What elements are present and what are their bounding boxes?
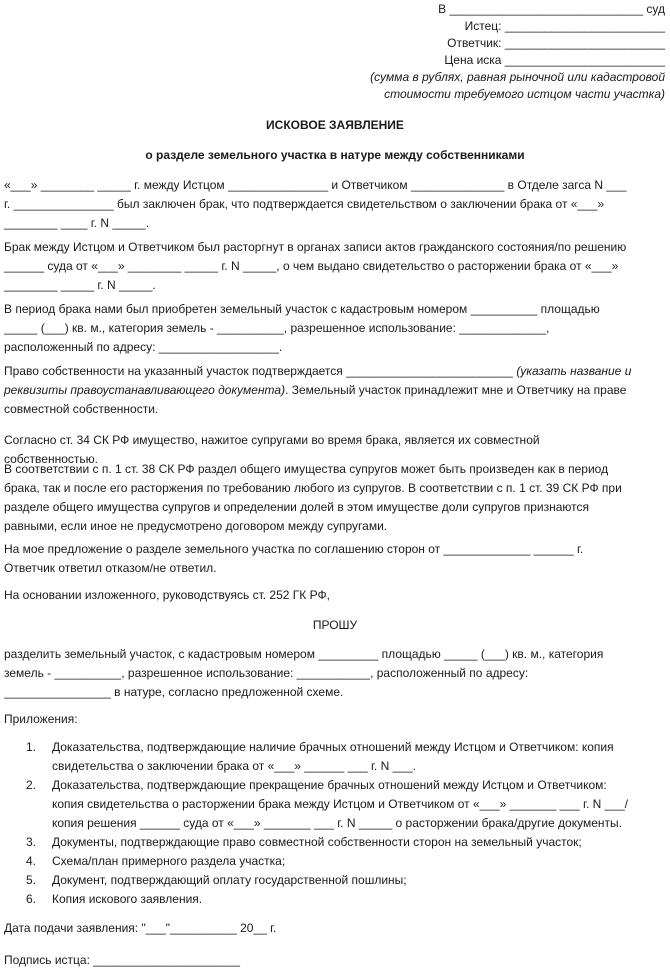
paragraph-offer: На мое предложение о разделе земельного участка по соглашению сторон от _____________ ______ г. Ответчик ответил отказом/не ответил. <box>4 542 584 575</box>
paragraph-basis: На основании изложенного, руководствуясь ст. 252 ГК РФ, <box>4 588 330 602</box>
ownership-text-end: . Земельный участок принадлежит мне и Ответчику на праве совместной собственности. <box>4 383 627 416</box>
claim-price-note-1: (сумма в рублях, равная рыночной или кадастровой <box>370 70 665 84</box>
paragraph-land-acquired: В период брака нами был приобретен земельный участок с кадастровым номером __________ площадью _____ (___) кв. м., категория земель - __________, разрешенное использование: _____________, расположенный по адресу: __________________. <box>4 302 600 354</box>
document-subtitle: о разделе земельного участка в натуре между собственниками <box>145 148 525 162</box>
attachment-text: Документы, подтверждающие право совместной собственности сторон на земельный участок; <box>52 835 582 849</box>
paragraph-sk-34: Согласно ст. 34 СК РФ имущество, нажитое супругами во время брака, является их совместной собственностью. <box>4 433 540 466</box>
attachment-number: 5. <box>26 873 37 887</box>
ownership-italic-note: (указать название и реквизиты правоустанавливающего документа) <box>4 364 632 397</box>
attachment-item <box>26 833 636 852</box>
court-line: В _____________________________ суд <box>438 2 665 16</box>
attachment-item <box>26 776 636 833</box>
attachment-item <box>26 738 636 776</box>
paragraph-sk-38-39: В соответствии с п. 1 ст. 38 СК РФ раздел общего имущества супругов может быть произведен как в период брака, так и после его расторжения по требованию любого из супругов. В соответствии с п. 1 ст. 39 СК РФ при разделе общего имущества супругов и определении долей в этом имуществе доли супругов признаются равными, если иное не предусмотрено договором между супругами. <box>4 462 622 533</box>
attachment-item <box>26 871 636 890</box>
claim-price-note-2: стоимости требуемого истцом части участка) <box>384 87 665 101</box>
attachment-number: 4. <box>26 854 37 868</box>
request-text: разделить земельный участок, с кадастровым номером _________ площадью _____ (___) кв. м., категория земель - __________, разрешенное использование: ___________, расположенный по адресу: ________________ в натуре, согласно предложенной схеме. <box>4 647 604 699</box>
attachment-text: Схема/план примерного раздела участка; <box>52 854 286 868</box>
claim-price-line: Цена иска ________________________ <box>444 53 665 67</box>
attachment-item <box>26 852 636 871</box>
attachment-number: 6. <box>26 892 37 906</box>
paragraph-ownership <box>4 362 632 419</box>
attachments-heading: Приложения: <box>4 712 78 726</box>
attachment-number: 3. <box>26 835 37 849</box>
document-title: ИСКОВОЕ ЗАЯВЛЕНИЕ <box>266 118 404 132</box>
attachment-text: Документ, подтверждающий оплату государственной пошлины; <box>52 873 407 887</box>
defendant-line: Ответчик: ________________________ <box>447 36 665 50</box>
attachment-item <box>26 890 636 909</box>
signature-line: Подпись истца: ______________________ <box>4 953 241 967</box>
request-heading: ПРОШУ <box>312 618 358 632</box>
attachment-text: Доказательства, подтверждающие наличие брачных отношений между Истцом и Ответчиком: копия свидетельства о заключении брака от «___» ______ ___ г. N ___. <box>52 740 614 773</box>
attachment-text: Копия искового заявления. <box>52 892 203 906</box>
submission-date-line: Дата подачи заявления: "___"__________ 20__ г. <box>4 921 277 935</box>
attachment-number: 1. <box>26 740 37 754</box>
attachment-text: Доказательства, подтверждающие прекращение брачных отношений между Истцом и Ответчиком: копия свидетельства о расторжении брака между Истцом и Ответчиком от «___» _______ ___ г. N ___/копия решения ______ суда от «___» _______ ___ г. N _____ о расторжении брака/другие документы. <box>52 778 628 830</box>
attachments-list <box>26 738 636 909</box>
attachment-number: 2. <box>26 778 37 792</box>
ownership-text-start: Право собственности на указанный участок подтверждается _________________________ <box>4 364 517 378</box>
paragraph-divorce: Брак между Истцом и Ответчиком был расторгнут в органах записи актов гражданского состояния/по решению ______ суда от «___» ________ _____ г. N _____, о чем выдано свидетельство о расторжении брака от «___» ________ _____ г. N _____. <box>4 240 627 292</box>
paragraph-marriage: «___» ________ _____ г. между Истцом _______________ и Ответчиком ______________ в Отделе загса N ___ г. _______________ был заключен брак, что подтверждается свидетельством о заключении брака от «___» ________ ____ г. N _____. <box>4 178 627 230</box>
plaintiff-line: Истец: ________________________ <box>464 19 665 33</box>
